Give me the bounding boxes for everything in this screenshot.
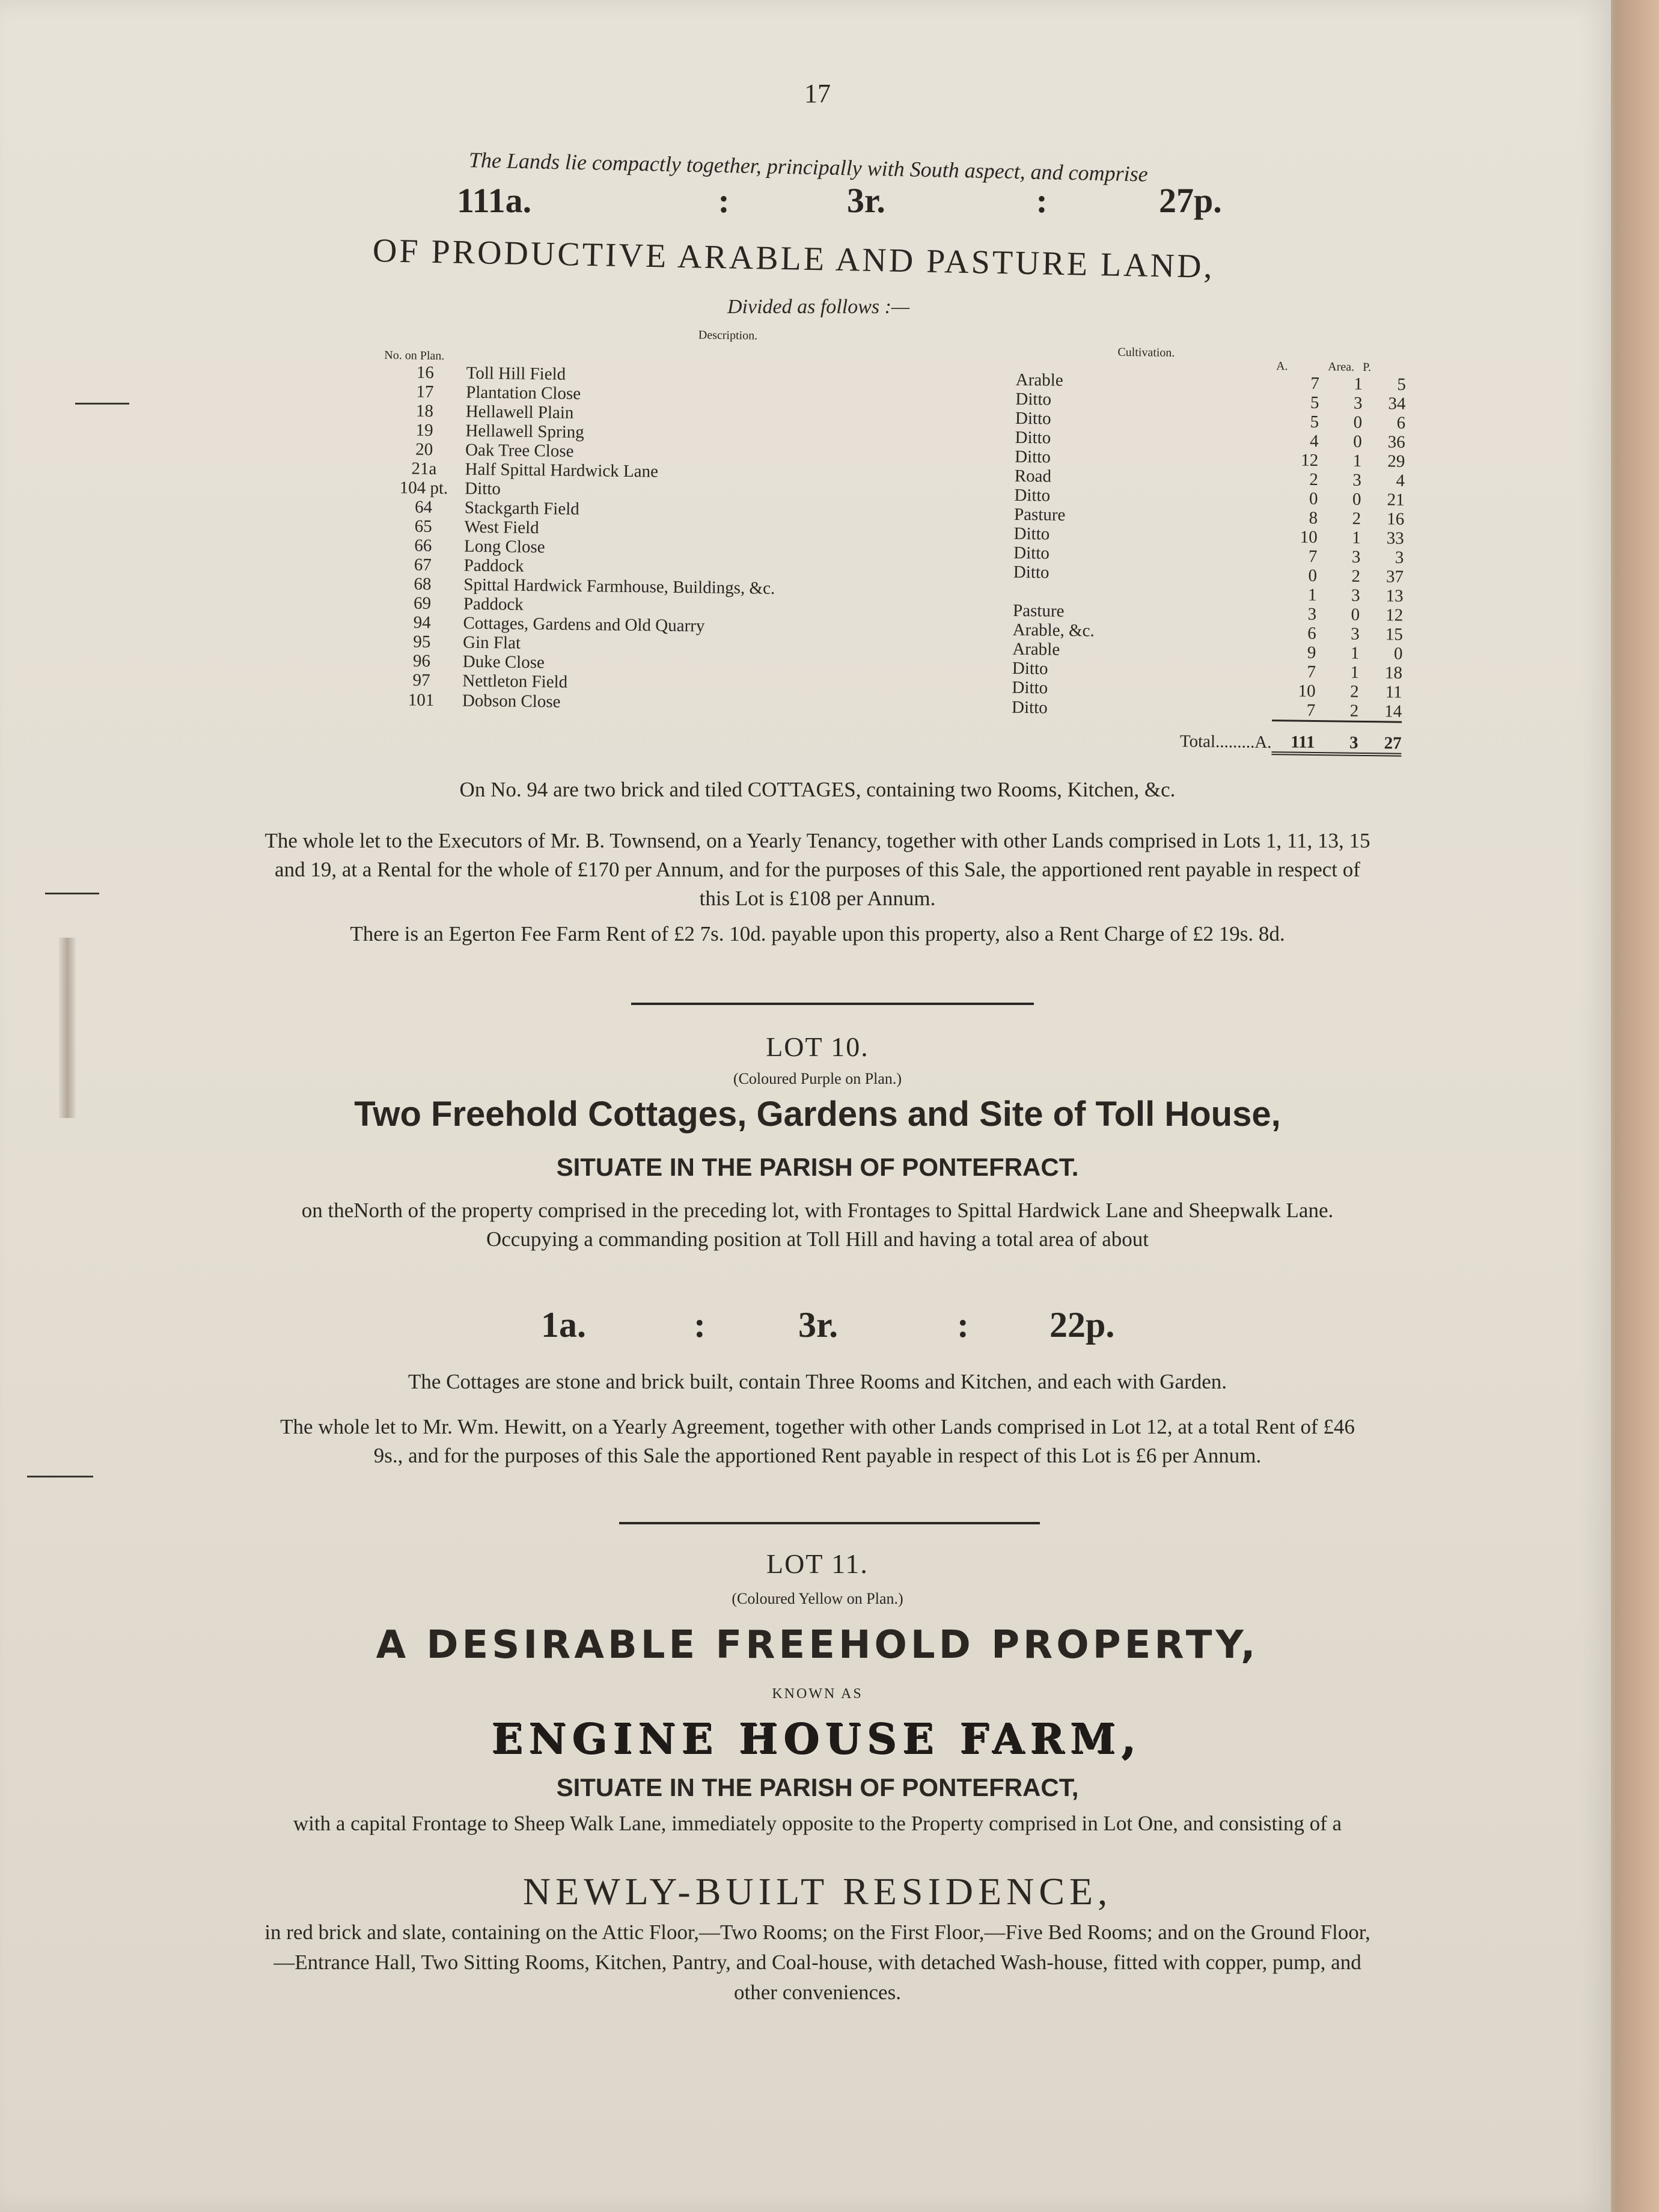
lot10-tenancy-paragraph: The whole let to Mr. Wm. Hewitt, on a Yearly Agreement, together with other Lands comprised in Lot 12, at a total Rent of £46 9s., and for the purposes of this Sale the apportioned Rent payable in respect of this Lot is £6 per Annum. (280, 1415, 1355, 1467)
cell-description: Stackgarth Field (464, 498, 579, 519)
cell-no: 64 (414, 497, 433, 517)
lot10-cottages-paragraph: The Cottages are stone and brick built, contain Three Rooms and Kitchen, and each with Garden. (408, 1370, 1227, 1393)
cell-no: 19 (415, 420, 433, 440)
divided-caption: Divided as follows :— (727, 296, 910, 318)
lot11-heading: A DESIRABLE FREEHOLD PROPERTY, (376, 1623, 1259, 1667)
cell-no: 65 (414, 516, 432, 536)
area-roods: 3r. (847, 181, 885, 220)
cell-area-a: 5 (1310, 393, 1319, 412)
cell-no: 96 (412, 651, 431, 671)
cell-no: 20 (415, 439, 433, 459)
cell-area-p: 34 (1388, 394, 1406, 414)
lot10-subtitle: (Coloured Purple on Plan.) (733, 1070, 902, 1087)
cell-area-a: 2 (1309, 469, 1319, 489)
cell-area-a: 7 (1310, 373, 1320, 394)
cell-area-a: 7 (1308, 546, 1318, 566)
intro-line: The Lands lie compactly together, principally with South aspect, and comprise (468, 148, 1149, 186)
cell-area-p: 4 (1396, 471, 1405, 490)
area-sep: : (957, 1305, 969, 1345)
area-perches: 27p. (1159, 181, 1222, 220)
cell-area-r: 3 (1351, 547, 1361, 567)
cell-description: Gin Flat (462, 632, 521, 653)
cell-description: Spittal Hardwick Farmhouse, Buildings, &c. (463, 575, 775, 598)
cell-area-p: 11 (1385, 682, 1402, 702)
cell-cultivation: Ditto (1015, 389, 1052, 409)
cell-cultivation: Pasture (1013, 504, 1066, 525)
cell-cultivation: Road (1014, 466, 1052, 486)
lot10-heading: Two Freehold Cottages, Gardens and Site of Toll House, (354, 1095, 1281, 1134)
cell-cultivation: Ditto (1014, 485, 1051, 506)
cell-area-r: 1 (1354, 374, 1363, 394)
cell-description: Oak Tree Close (465, 440, 574, 461)
cell-description: Half Spittal Hardwick Lane (465, 459, 659, 481)
cell-no: 101 (408, 690, 435, 710)
cell-area-p: 18 (1384, 663, 1403, 683)
area-sep: : (694, 1305, 706, 1345)
land-schedule-table (379, 325, 1406, 757)
cell-area-r: 0 (1352, 432, 1362, 451)
lot10-title: LOT 10. (766, 1031, 869, 1062)
cell-area-r: 3 (1351, 624, 1360, 644)
lot11-known-as: KNOWN AS (772, 1686, 863, 1702)
cell-area-a: 1 (1307, 585, 1317, 605)
cell-area-r: 2 (1349, 701, 1359, 721)
cell-area-a: 7 (1307, 662, 1316, 682)
lot10-area-a: 1a. (541, 1305, 586, 1345)
cell-area-r: 0 (1351, 605, 1360, 625)
cell-description: Hellawell Plain (465, 402, 574, 423)
cell-area-p: 0 (1393, 644, 1403, 664)
lot11-description: with a capital Frontage to Sheep Walk Lane, immediately opposite to the Property comprised in Lot One, and consisting of a (293, 1812, 1342, 1835)
cell-area-a: 0 (1309, 489, 1318, 509)
cell-area-r: 3 (1351, 585, 1360, 605)
cell-cultivation: Ditto (1012, 658, 1048, 679)
col-area-r: Area. (1328, 360, 1355, 374)
cell-no: 94 (413, 613, 431, 632)
cell-area-r: 1 (1350, 643, 1360, 663)
cell-no: 21a (411, 459, 437, 479)
cell-description: Ditto (465, 478, 501, 499)
lot10-area-r: 3r. (798, 1305, 839, 1345)
cell-area-a: 10 (1298, 681, 1316, 701)
rent-paragraph: There is an Egerton Fee Farm Rent of £2 7s. 10d. payable upon this property, also a Rent Charge of £2 19s. 8d. (350, 922, 1285, 946)
cell-area-a: 8 (1309, 508, 1318, 528)
lot11-parish: SITUATE IN THE PARISH OF PONTEFRACT, (556, 1773, 1079, 1801)
lot11-farm-name: ENGINE HOUSE FARM, (492, 1716, 1143, 1764)
lot10-area (541, 1304, 1170, 1346)
cell-cultivation: Pasture (1012, 600, 1065, 621)
cell-area-r: 1 (1352, 528, 1361, 548)
cell-description: Long Close (463, 536, 545, 557)
cell-no: 95 (413, 632, 431, 652)
cell-area-p: 6 (1396, 413, 1406, 433)
cell-area-p: 37 (1386, 567, 1404, 587)
cell-no: 97 (412, 670, 430, 690)
cell-area-p: 21 (1387, 490, 1405, 510)
page-number: 17 (804, 79, 831, 108)
lot11-subtitle: (Coloured Yellow on Plan.) (732, 1590, 903, 1607)
cell-description: Duke Close (462, 652, 545, 673)
cell-no: 66 (414, 536, 432, 555)
cell-area-r: 1 (1350, 662, 1360, 682)
col-area-a: A. (1276, 359, 1288, 373)
cell-area-r: 1 (1352, 451, 1362, 471)
cell-no: 16 (416, 362, 435, 383)
cell-area-p: 16 (1386, 509, 1405, 529)
cell-area-a: 10 (1300, 527, 1318, 547)
cottages-paragraph: On No. 94 are two brick and tiled COTTAGES, containing two Rooms, Kitchen, &c. (459, 778, 1176, 801)
lot11-title: LOT 11. (766, 1548, 869, 1579)
cell-area-a: 0 (1308, 566, 1318, 585)
lot11-residence: NEWLY-BUILT RESIDENCE, (522, 1870, 1113, 1913)
cell-area-p: 15 (1385, 625, 1404, 644)
margin-mark (45, 893, 99, 894)
col-no: No. on Plan. (384, 348, 445, 363)
section-rule (631, 1003, 1034, 1005)
cell-area-p: 33 (1386, 528, 1404, 548)
area-sep: : (1036, 181, 1048, 220)
total-area (457, 180, 1298, 221)
total-a: 111 (1271, 721, 1315, 754)
area-acres: 111a. (457, 181, 532, 220)
cell-area-p: 5 (1397, 374, 1407, 394)
cell-area-r: 0 (1352, 489, 1361, 509)
cell-area-p: 14 (1384, 701, 1402, 721)
cell-cultivation: Ditto (1013, 543, 1050, 563)
cell-description: Plantation Close (466, 382, 581, 403)
col-area-p: P. (1363, 360, 1372, 374)
cell-cultivation: Ditto (1011, 697, 1048, 718)
cell-area-r: 3 (1352, 470, 1362, 490)
cell-area-a: 12 (1301, 450, 1319, 470)
margin-mark (27, 1476, 93, 1477)
cell-cultivation: Arable (1012, 639, 1060, 659)
cell-cultivation: Ditto (1015, 427, 1051, 448)
cell-no: 69 (413, 593, 432, 613)
margin-mark (75, 403, 129, 405)
cell-cultivation: Ditto (1013, 562, 1049, 582)
cell-description: Nettleton Field (462, 671, 568, 692)
cell-area-r: 2 (1351, 566, 1361, 586)
cell-description: Dobson Close (462, 691, 561, 712)
lot10-description: on theNorth of the property comprised in the preceding lot, with Frontages to Spittal Hardwick Lane and Sheepwalk Lane. Occupying a commanding position at Toll Hill and having a total area of about (301, 1199, 1334, 1251)
cell-cultivation: Arable (1015, 370, 1063, 390)
cell-description: West Field (464, 517, 539, 538)
cell-cultivation: Ditto (1015, 447, 1051, 467)
cell-area-a: 7 (1306, 700, 1316, 720)
cell-no: 18 (415, 401, 434, 421)
cell-area-p: 3 (1395, 548, 1404, 567)
cell-description: Paddock (463, 555, 524, 576)
cell-description: Toll Hill Field (466, 363, 566, 384)
cell-area-a: 3 (1307, 604, 1317, 624)
cell-cultivation: Ditto (1013, 524, 1050, 544)
total-r: 3 (1315, 721, 1358, 754)
cell-area-r: 2 (1352, 509, 1361, 528)
cell-description: Hellawell Spring (465, 421, 584, 442)
cell-area-r: 3 (1353, 393, 1363, 413)
cell-description: Cottages, Gardens and Old Quarry (463, 613, 705, 636)
section-rule (619, 1522, 1040, 1524)
area-sep: : (718, 181, 730, 220)
cell-cultivation: Arable, &c. (1012, 620, 1095, 641)
cell-area-r: 2 (1349, 682, 1359, 701)
col-description: Description. (698, 328, 758, 343)
col-cultivation: Cultivation. (1117, 345, 1175, 360)
cell-area-p: 12 (1386, 605, 1404, 625)
cell-cultivation: Ditto (1012, 677, 1048, 698)
cell-area-a: 5 (1310, 412, 1319, 432)
tenancy-paragraph: The whole let to the Executors of Mr. B. Townsend, on a Yearly Tenancy, together with other Lands comprised in Lots 1, 11, 13, 15 and 19, at a Rental for the whole of £170 per Annum, and for the purposes of this Sale, the apportioned rent payable in respect of this Lot is £108 per Annum. (264, 829, 1370, 910)
lot10-parish: SITUATE IN THE PARISH OF PONTEFRACT. (556, 1153, 1079, 1181)
cell-cultivation: Ditto (1015, 408, 1051, 429)
cell-area-p: 13 (1386, 586, 1404, 606)
total-label: Total.........A. (1179, 731, 1272, 752)
cell-no: 17 (416, 382, 434, 402)
land-heading: OF PRODUCTIVE ARABLE AND PASTURE LAND, (372, 232, 1215, 286)
page-fold-mark (59, 938, 76, 1118)
cell-no: 104 pt. (399, 478, 448, 498)
lot10-area-p: 22p. (1049, 1305, 1115, 1345)
cell-area-r: 0 (1353, 412, 1363, 432)
cell-area-a: 9 (1307, 643, 1316, 662)
cell-area-a: 4 (1309, 431, 1319, 451)
lot11-residence-paragraph: in red brick and slate, containing on the Attic Floor,—Two Rooms; on the First Floor,—Five Bed Rooms; and on the Ground Floor,—Entrance Hall, Two Sitting Rooms, Kitchen, Pantry, and Coal-house, with detached Wash-house, fitted with copper, pump, and other conveniences. (264, 1920, 1370, 2004)
cell-description: Paddock (463, 594, 524, 614)
total-p: 27 (1358, 721, 1402, 754)
cell-area-p: 29 (1387, 451, 1405, 471)
cell-no: 68 (414, 574, 432, 594)
cell-no: 67 (414, 555, 432, 575)
cell-area-p: 36 (1387, 432, 1405, 452)
cell-area-a: 6 (1307, 623, 1316, 643)
